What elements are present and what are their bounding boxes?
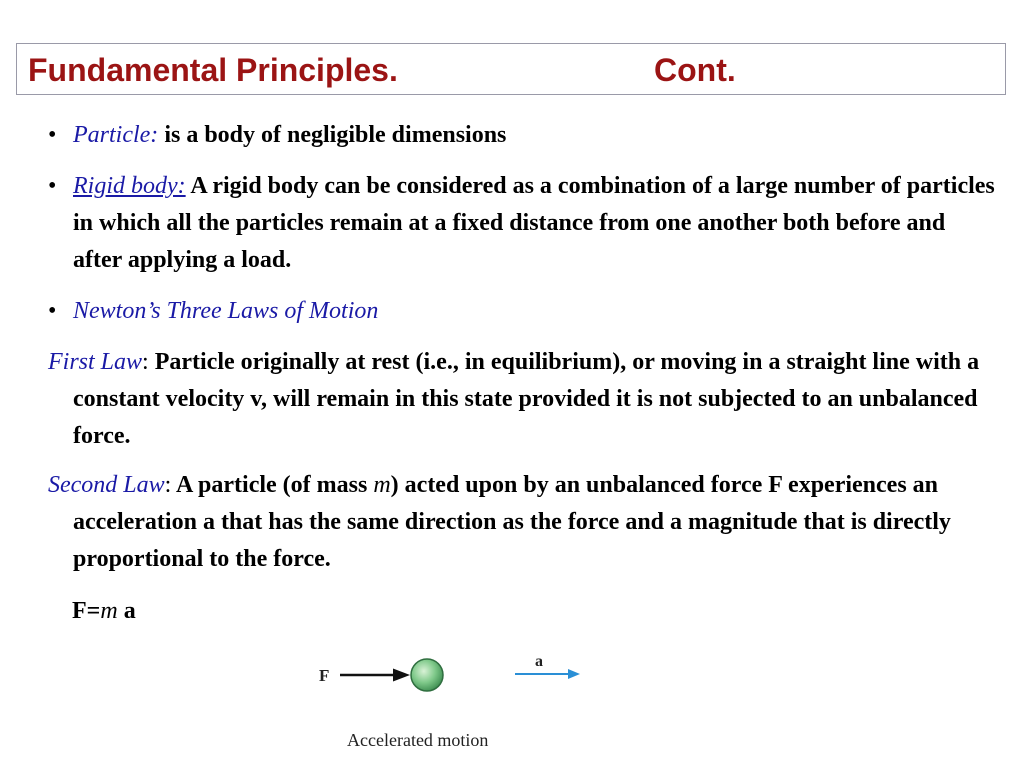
accel-label: a — [535, 653, 543, 670]
bullet-particle — [48, 117, 998, 154]
first-law — [48, 344, 998, 455]
heading-newtons-laws: Newton’s Three Laws of Motion — [73, 298, 379, 324]
term-particle: Particle: — [73, 122, 159, 148]
force-label: F — [319, 666, 330, 685]
bullet-dot: • — [48, 298, 57, 324]
slide-title-cont: Cont. — [654, 52, 736, 88]
slide-title: Fundamental Principles. — [28, 52, 398, 88]
first-law-label: First Law — [48, 349, 143, 375]
figure-caption: Accelerated motion — [347, 730, 489, 750]
formula-mass: m — [100, 598, 118, 624]
second-law — [48, 467, 998, 578]
force-arrow-icon — [340, 669, 410, 682]
slide-body — [48, 117, 998, 578]
first-law-text: Particle originally at rest (i.e., in equilibrium), or moving in a straight line with a constant velocity v, will remain in this state provided it is not subjected to an unbalanced force. — [73, 349, 980, 449]
term-rigid-body: Rigid body: — [73, 173, 186, 199]
second-law-text-a: A particle (of mass — [171, 472, 374, 498]
bullet-rigid-body — [48, 168, 998, 279]
definition-particle: is a body of negligible dimensions — [158, 122, 507, 148]
accelerated-motion-figure — [300, 645, 600, 760]
second-law-colon: : — [164, 472, 172, 498]
bullet-dot: • — [48, 173, 57, 199]
definition-rigid-body: A rigid body can be considered as a combination of a large number of particles in which all the particles remain at a fixed distance from one another both before and after applying a load. — [73, 173, 995, 273]
bullet-dot: • — [48, 122, 57, 148]
title-box — [16, 43, 1006, 95]
accelerated-motion-diagram — [300, 645, 600, 760]
acceleration-arrow-icon — [515, 669, 580, 679]
formula-right: a — [117, 598, 136, 624]
formula-left: F= — [72, 598, 101, 624]
bullet-newtons-laws — [48, 293, 998, 330]
particle-ball — [411, 659, 443, 691]
mass-symbol: m — [373, 472, 391, 498]
second-law-label: Second Law — [48, 472, 165, 498]
formula-f-ma — [72, 596, 136, 626]
first-law-colon: : — [142, 349, 149, 375]
second-law-text-b: ) acted upon by an unbalanced force F experiences an acceleration a that has the same direction as the force and a magnitude that is directly proportional to the force. — [73, 472, 951, 572]
